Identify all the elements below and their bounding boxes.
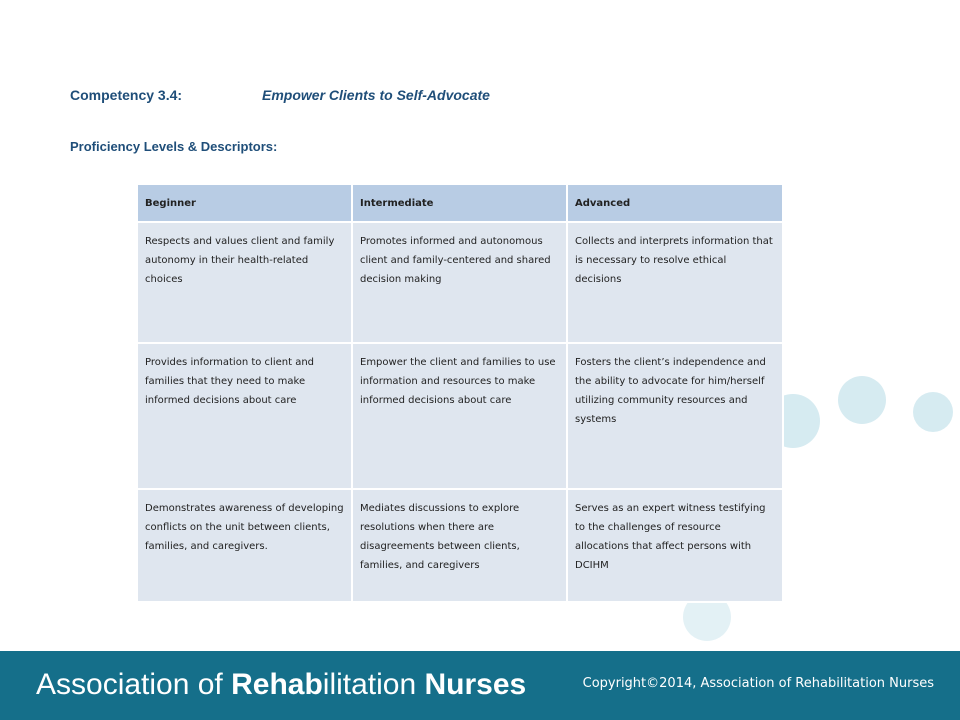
org-text-part1: Association of xyxy=(36,668,232,701)
table-row xyxy=(137,343,783,489)
header-advanced: Advanced xyxy=(567,184,783,222)
proficiency-subheading: Proficiency Levels & Descriptors: xyxy=(70,139,278,154)
cell-advanced: Collects and interprets information that is necessary to resolve ethical decisions xyxy=(567,222,783,343)
org-text-part3: ilitation xyxy=(322,668,425,701)
cell-advanced: Fosters the client’s independence and the ability to advocate for him/herself utilizing community resources and systems xyxy=(567,343,783,489)
cell-advanced: Serves as an expert witness testifying to the challenges of resource allocations that affect persons with DCIHM xyxy=(567,489,783,602)
footer-band xyxy=(0,651,960,720)
table-row xyxy=(137,489,783,602)
competency-label: Competency 3.4: xyxy=(70,87,183,103)
competency-heading xyxy=(70,87,490,103)
cell-beginner: Provides information to client and families that they need to make informed decisions about care xyxy=(137,343,352,489)
org-text-part2: Rehab xyxy=(231,668,323,701)
decor-circle-2 xyxy=(838,376,886,424)
competency-title: Empower Clients to Self-Advocate xyxy=(262,87,490,103)
table-row xyxy=(137,222,783,343)
header-intermediate: Intermediate xyxy=(352,184,567,222)
proficiency-table xyxy=(136,183,784,603)
cell-beginner: Demonstrates awareness of developing conflicts on the unit between clients, families, and caregivers. xyxy=(137,489,352,602)
cell-intermediate: Mediates discussions to explore resolutions when there are disagreements between clients, families, and caregivers xyxy=(352,489,567,602)
cell-beginner: Respects and values client and family autonomy in their health-related choices xyxy=(137,222,352,343)
org-text-part4: Nurses xyxy=(424,668,527,701)
cell-intermediate: Empower the client and families to use information and resources to make informed decisions about care xyxy=(352,343,567,489)
table-header-row xyxy=(137,184,783,222)
organization-name xyxy=(36,668,526,702)
decor-circle-3 xyxy=(913,392,953,432)
cell-intermediate: Promotes informed and autonomous client and family-centered and shared decision making xyxy=(352,222,567,343)
header-beginner: Beginner xyxy=(137,184,352,222)
copyright-text: Copyright©2014, Association of Rehabilitation Nurses xyxy=(582,676,934,691)
